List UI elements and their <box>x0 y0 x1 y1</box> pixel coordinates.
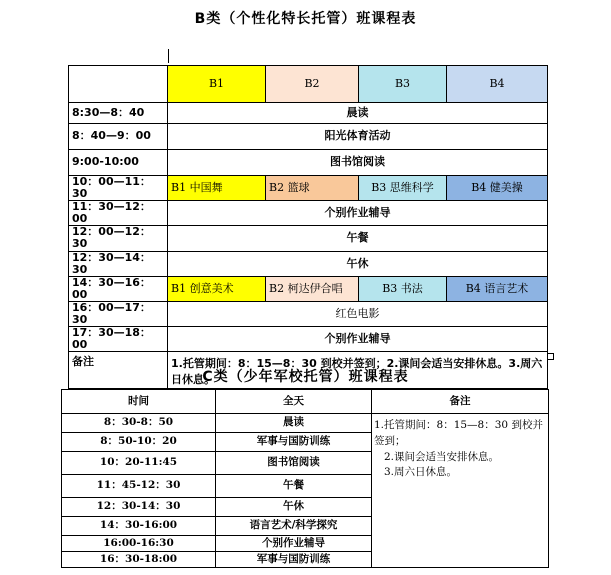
table-row <box>69 276 548 301</box>
b-activity-cell: 阳光体育活动 <box>168 124 548 150</box>
b-activity-cell: 红色电影 <box>168 301 548 326</box>
c-note-line: 1.托管期间：8：15—8：30 到校并签到； <box>374 419 543 447</box>
c-activity-cell: 军事与国防训练 <box>216 433 372 452</box>
b-notes-text: 1.托管期间：8：15—8：30 到校并签到；2.课间会适当安排休息。3.周六日休息。 <box>168 352 548 389</box>
b-schedule-table <box>68 65 548 389</box>
b-class-cell-b4: B4 语言艺术 <box>447 276 548 301</box>
b-header-b1: B1 <box>168 66 266 103</box>
table-row <box>69 103 548 124</box>
table-row <box>69 201 548 226</box>
c-activity-cell: 语言艺术/科学探究 <box>216 517 372 536</box>
b-header-b3: B3 <box>359 66 447 103</box>
c-schedule-title: C类（少年军校托管）班课程表 <box>202 369 409 385</box>
b-activity-cell: 午休 <box>168 251 548 276</box>
b-header-b4: B4 <box>447 66 548 103</box>
b-class-cell-b2: B2 篮球 <box>266 176 359 201</box>
b-time-cell: 10：00—11：30 <box>69 176 168 201</box>
c-note-line: 2.课间会适当安排休息。 <box>384 450 500 463</box>
b-time-cell: 8:30—8：40 <box>69 103 168 124</box>
b-class-cell-b1: B1 中国舞 <box>168 176 266 201</box>
table-row <box>69 327 548 352</box>
b-time-cell: 8：40—9：00 <box>69 124 168 150</box>
table-row <box>69 124 548 150</box>
b-header-b2: B2 <box>266 66 359 103</box>
b-notes-label: 备注 <box>69 352 168 389</box>
c-activity-cell: 个别作业辅导 <box>216 536 372 552</box>
c-header-row <box>62 390 549 414</box>
b-activity-cell: 午餐 <box>168 226 548 251</box>
c-time-cell: 14：30-16:00 <box>62 517 216 536</box>
c-note-line: 3.周六日休息。 <box>384 466 458 479</box>
c-header-all-day: 全天 <box>216 390 372 414</box>
c-time-cell: 10：20-11:45 <box>62 452 216 475</box>
table-row <box>69 150 548 176</box>
table-row <box>69 251 548 276</box>
b-time-cell: 9:00-10:00 <box>69 150 168 176</box>
table-row <box>62 414 549 433</box>
b-time-cell: 17：30—18：00 <box>69 327 168 352</box>
b-time-cell: 11：30—12：00 <box>69 201 168 226</box>
c-activity-cell: 午休 <box>216 498 372 517</box>
b-activity-cell: 个别作业辅导 <box>168 327 548 352</box>
c-activity-cell: 图书馆阅读 <box>216 452 372 475</box>
b-time-cell: 14：30—16：00 <box>69 276 168 301</box>
c-time-cell: 8：30-8：50 <box>62 414 216 433</box>
b-activity-cell: 图书馆阅读 <box>168 150 548 176</box>
table-resize-handle[interactable] <box>547 353 554 360</box>
c-time-cell: 11：45-12：30 <box>62 475 216 498</box>
b-class-cell-b3: B3 思维科学 <box>359 176 447 201</box>
b-class-cell-b4: B4 健美操 <box>447 176 548 201</box>
c-header-time: 时间 <box>62 390 216 414</box>
table-row <box>69 301 548 326</box>
table-row <box>69 226 548 251</box>
c-time-cell: 12：30-14：30 <box>62 498 216 517</box>
table-row <box>69 176 548 201</box>
c-activity-cell: 军事与国防训练 <box>216 552 372 568</box>
text-cursor <box>168 49 169 63</box>
c-activity-cell: 晨读 <box>216 414 372 433</box>
b-time-cell: 12：00—12：30 <box>69 226 168 251</box>
b-class-cell-b1: B1 创意美术 <box>168 276 266 301</box>
b-header-corner <box>69 66 168 103</box>
c-time-cell: 8：50-10：20 <box>62 433 216 452</box>
b-time-cell: 12：30—14：30 <box>69 251 168 276</box>
b-activity-cell: 个别作业辅导 <box>168 201 548 226</box>
b-time-cell: 16：00—17：30 <box>69 301 168 326</box>
b-schedule-title: B类（个性化特长托管）班课程表 <box>194 11 417 27</box>
c-time-cell: 16：30-18:00 <box>62 552 216 568</box>
c-time-cell: 16:00-16:30 <box>62 536 216 552</box>
c-activity-cell: 午餐 <box>216 475 372 498</box>
b-class-cell-b2: B2 柯达伊合唱 <box>266 276 359 301</box>
c-schedule-table <box>61 389 549 568</box>
c-header-notes: 备注 <box>372 390 549 414</box>
b-header-row <box>69 66 548 103</box>
b-activity-cell: 晨读 <box>168 103 548 124</box>
c-notes-cell <box>372 414 549 568</box>
b-class-cell-b3: B3 书法 <box>359 276 447 301</box>
